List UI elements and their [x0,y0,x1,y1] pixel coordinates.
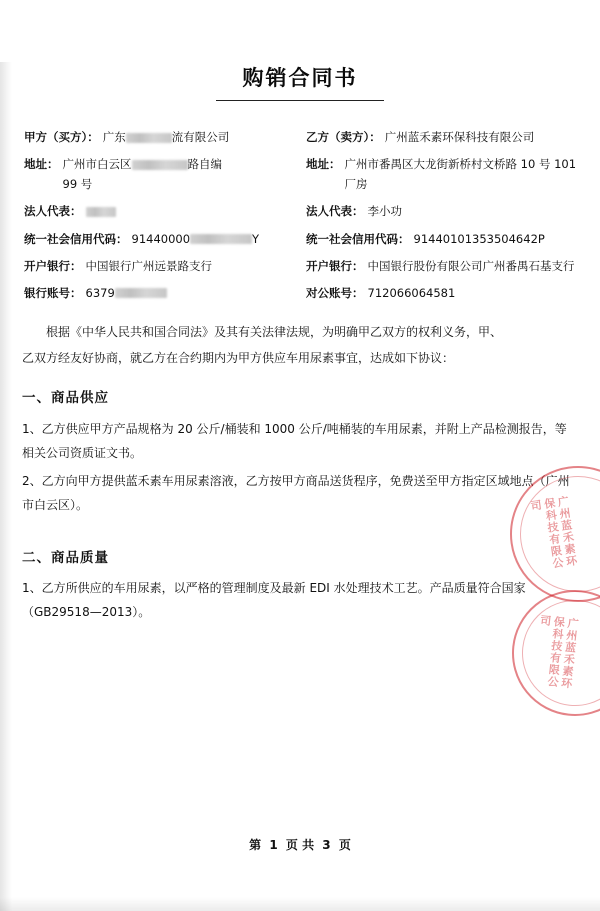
buyer-bank-row [24,256,298,276]
seller-column [298,127,582,310]
section-1-item-1: 1、乙方供应甲方产品规格为 20 公斤/桶装和 1000 公斤/吨桶装的车用尿素，并附上产品检测报告，等相关公司资质证文书。 [22,421,567,460]
preamble-line-2: 乙双方经友好协商，就乙方在合约期内为甲方供应车用尿素事宜，达成如下协议： [22,351,455,366]
page-title: 购销合同书 [242,66,358,90]
section-1-item-2: 2、乙方向甲方提供蓝禾素车用尿素溶液，乙方按甲方商品送货程序，免费送至甲方指定区域地点（广州市白云区）。 [22,473,570,512]
buyer-credit-row [24,229,298,249]
buyer-column [14,127,298,310]
preamble-line-1: 根据《中华人民共和国合同法》及其有关法律法规，为明确甲乙双方的权利义务，甲、 [46,324,503,339]
section-heading-1: 一、商品供应 [22,390,109,407]
contract-body [0,320,600,625]
buyer-address-row [24,154,298,194]
seller-address-label: 地址： [306,157,341,172]
seller-legal-row [306,201,582,221]
buyer-party-row [24,127,298,147]
buyer-legal-value [86,201,116,221]
seller-legal-label: 法人代表： [306,204,364,219]
buyer-bank-label: 开户银行： [24,258,82,273]
contract-page [0,62,600,911]
seller-account-row [306,283,582,303]
seller-bank-value: 中国银行股份有限公司广州番禺石基支行 [367,258,575,273]
page-footer [0,836,600,853]
footer-prefix: 第 [249,838,262,852]
redaction-block [190,234,252,244]
seller-credit-row [306,229,582,249]
seal-text: 广州蓝禾素环保科技有限公司 [528,494,579,570]
parties-block [0,127,600,310]
seller-address-value: 广州市番禺区大龙街新桥村文桥路 10 号 101 厂房 [344,157,577,192]
footer-middle: 页 共 [285,838,315,852]
seller-bank-label: 开户银行： [306,258,364,273]
seller-party-label: 乙方（卖方）： [306,130,381,144]
buyer-credit-label: 统一社会信用代码： [24,231,128,246]
buyer-account-label: 银行账号： [24,285,82,300]
footer-suffix: 页 [338,838,351,852]
buyer-account-row [24,283,298,303]
page-edge-shadow-bottom [0,897,600,911]
buyer-party-label: 甲方（买方）： [24,130,99,144]
buyer-credit-value: 91440000 Y [131,231,260,246]
footer-total-pages: 3 [322,838,331,852]
section-spacer [22,521,574,531]
redaction-block [126,133,172,143]
section-heading-2: 二、商品质量 [22,549,109,566]
section-2-item-1: 1、乙方所供应的车用尿素，以严格的管理制度及最新 EDI 水处理技术工艺。产品质量符合国家（GB29518—2013）。 [22,581,526,620]
seller-legal-value: 李小功 [367,204,402,219]
seller-party-row [306,127,582,147]
seal-text: 广州蓝禾素环保科技有限公司 [538,614,580,690]
buyer-bank-value: 中国银行广州远景路支行 [85,258,212,273]
redaction-block [86,207,116,217]
buyer-address-label: 地址： [24,157,59,172]
seller-account-label: 对公账号： [306,285,364,300]
redaction-block [115,288,167,298]
title-underline [216,100,384,101]
footer-current-page: 1 [269,838,278,852]
buyer-party-value: 广东 流有限公司 [102,130,230,144]
redaction-block [132,160,188,170]
seller-bank-row [306,256,582,276]
seller-credit-label: 统一社会信用代码： [306,231,410,246]
buyer-address-value: 广州市白云区 路自编 99 号 [62,157,222,192]
seller-party-value: 广州蓝禾素环保科技有限公司 [384,130,535,144]
buyer-legal-row [24,201,298,221]
seller-account-value: 712066064581 [367,285,456,300]
buyer-legal-label: 法人代表： [24,204,82,219]
buyer-account-value: 6379 [86,283,167,303]
seller-address-row [306,154,582,194]
seller-credit-value: 91440101353504642P [413,231,545,246]
